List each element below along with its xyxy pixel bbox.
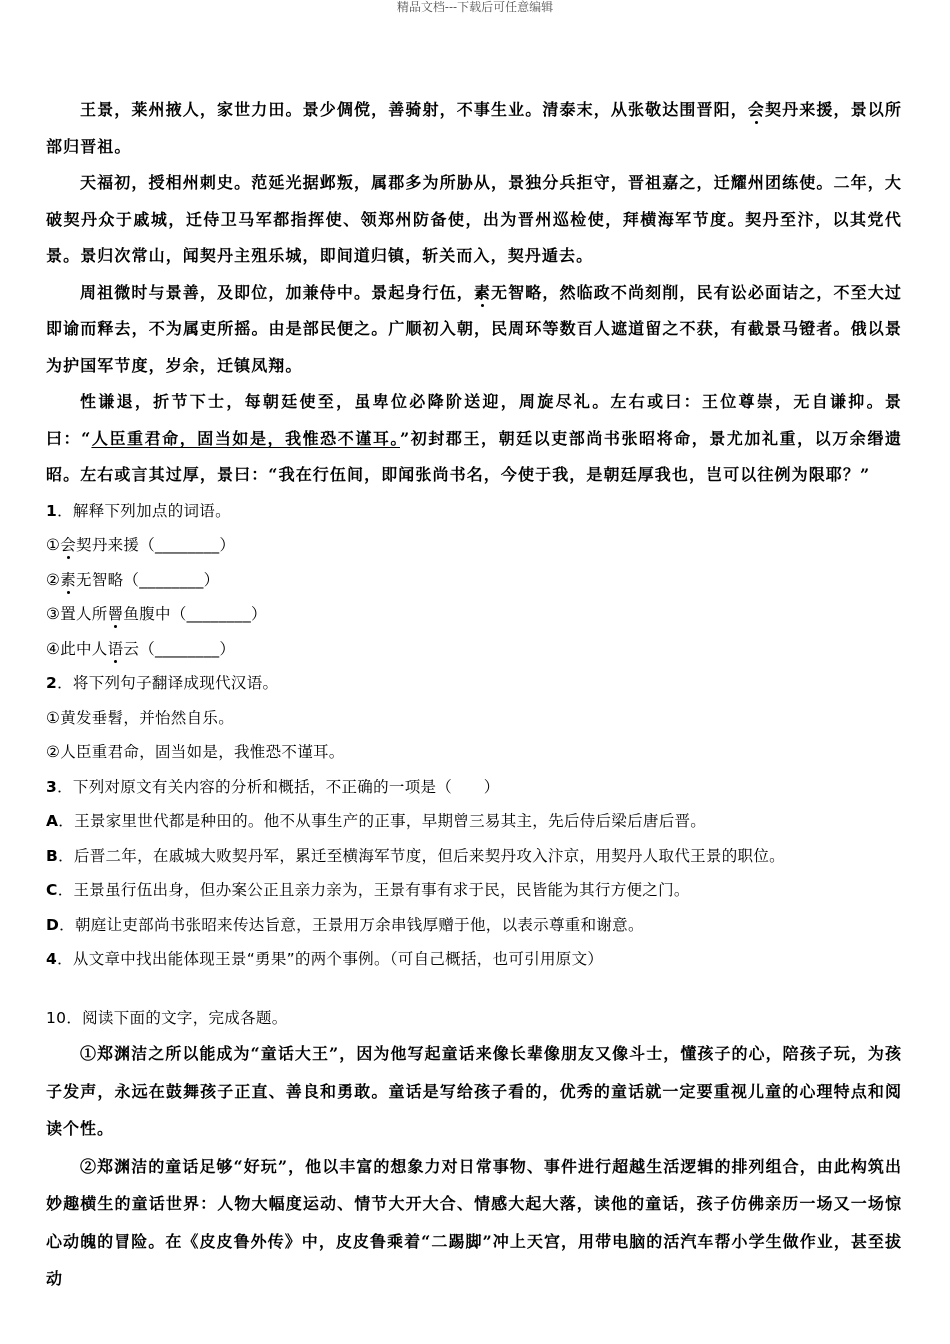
question-text: ．将下列句子翻译成现代汉语。 — [57, 674, 279, 692]
dotted-word: 会 — [60, 536, 77, 554]
dotted-word: 会 — [747, 100, 765, 119]
option-text: ．后晋二年，在戚城大败契丹军，累迁至横海军节度，但后来契丹攻入汴京，用契丹人取代王景的职位。 — [58, 846, 785, 865]
item-prefix: ② — [46, 570, 61, 589]
item-prefix: ① — [46, 536, 61, 554]
question-text: ．下列对原文有关内容的分析和概括，不正确的一项是（ ） — [57, 777, 500, 796]
text-segment: 契丹来援，景以所部归晋祖。 — [46, 100, 902, 156]
passage-paragraph-2: 天福初，授相州刺史。范延光据邺叛，属郡多为所胁从，景独分兵拒守，晋祖嘉之，迁耀州团练使。二年，大破契丹众于戚城，迁侍卫马军都指挥使、领郑州防备使，出为晋州巡检使，拜横海军节度。契丹至汴，以其党代景。景归次常山，闻契丹主殂乐城，即间道归镇，斩关而入，契丹遁去。 — [46, 173, 902, 265]
q1-item-4 — [46, 632, 902, 667]
option-text: ．王景家里世代都是种田的。他不从事生产的正事，早期曾三易其主，先后侍后梁后唐后晋。 — [58, 812, 707, 830]
question-number: 4 — [46, 950, 58, 968]
option-text: ．王景虽行伍出身，但办案公正且亲力亲为，王景有事有求于民，民皆能为其行方便之门。 — [57, 881, 690, 899]
question-4 — [46, 942, 902, 977]
question-3 — [46, 770, 902, 805]
q2-item-2: ②人臣重君命，固当如是，我惟恐不谨耳。 — [46, 743, 345, 761]
text-segment: ”初封郡王，朝廷以吏部尚书张昭将命，景尤加礼重，以万余缗遗昭。左右或言其过厚，景曰：“我在行伍间，即闻张尚书名，今使于我，是朝廷厚我也，岂可以往例为限耶？” — [46, 428, 902, 484]
passage-paragraph-1 — [46, 92, 902, 165]
option-label: D — [46, 915, 60, 934]
text-segment: 王景，莱州掖人，家世力田。景少倜傥，善骑射，不事生业。清泰末，从张敬达围晋阳， — [80, 100, 748, 119]
item-prefix: ③置人所 — [46, 605, 108, 623]
passage-paragraph-3 — [46, 275, 902, 385]
dotted-word: 素 — [60, 570, 77, 589]
option-a — [46, 804, 902, 839]
item-prefix: ④此中人 — [46, 639, 108, 658]
dotted-word: 语 — [107, 639, 124, 658]
option-text: ．朝庭让吏部尚书张昭来传达旨意，王景用万余串钱厚赠于他，以表示尊重和谢意。 — [59, 915, 644, 934]
text-segment: 性谦退，折节下士，每朝廷使至，虽卑位必降阶送迎，周旋尽礼。左右或曰：王位尊崇，无自谦抑。景曰：“ — [46, 392, 902, 448]
section-10-heading: 10．阅读下面的文字，完成各题。 — [46, 1008, 288, 1027]
option-label: C — [46, 881, 58, 899]
option-b — [46, 839, 902, 874]
q2-item-1: ①黄发垂髫，并怡然自乐。 — [46, 708, 234, 727]
item-text: 云（________） — [123, 639, 236, 658]
underlined-sentence: 人臣重君命，固当如是，我惟恐不谨耳。 — [91, 428, 400, 448]
section-10-paragraph-1: ①郑渊洁之所以能成为“童话大王”，因为他写起童话来像长辈像朋友又像斗士，懂孩子的心，陪孩子玩，为孩子发声，永远在鼓舞孩子正直、善良和勇敢。童话是写给孩子看的，优秀的童话就一定要重视儿童的心理特点和阅读个性。 — [46, 1044, 902, 1138]
item-text: 契丹来援（________） — [76, 536, 236, 554]
option-d — [46, 908, 902, 943]
item-text: 无智略（________） — [76, 570, 220, 589]
item-text: 鱼腹中（________） — [123, 605, 267, 623]
section-spacer — [46, 977, 902, 1001]
text-segment: 无智略，然临政不尚刻削，民有讼必面诘之，不至大过即谕而释去，不为属吏所摇。由是部民便之。广顺初入朝，民周环等数百人遮道留之不获，有截景马镫者。俄以景为护国军节度，岁余，迁镇凤翔。 — [46, 282, 902, 375]
page-header: 精品文档---下载后可任意编辑 — [396, 0, 554, 14]
question-number: 2 — [46, 674, 58, 692]
question-number: 1 — [46, 501, 58, 520]
dotted-word: 素 — [473, 282, 491, 302]
passage-paragraph-4 — [46, 384, 902, 494]
question-1 — [46, 494, 902, 529]
dotted-word: 罾 — [107, 605, 124, 623]
option-c — [46, 873, 902, 908]
document-body — [46, 92, 902, 1298]
q1-item-1 — [46, 528, 902, 563]
option-label: B — [46, 846, 59, 865]
q1-item-2 — [46, 563, 902, 598]
question-2 — [46, 666, 902, 701]
option-label: A — [46, 812, 59, 830]
question-text: ．从文章中找出能体现王景“勇果”的两个事例。（可自己概括，也可引用原文） — [57, 950, 604, 968]
q1-item-3 — [46, 597, 902, 632]
question-text: ．解释下列加点的词语。 — [57, 501, 231, 520]
question-number: 3 — [46, 777, 58, 796]
text-segment: 周祖微时与景善，及即位，加兼侍中。景起身行伍， — [80, 282, 474, 302]
section-10-paragraph-2: ②郑渊洁的童话足够“好玩”，他以丰富的想象力对日常事物、事件进行超越生活逻辑的排列组合，由此构筑出妙趣横生的童话世界：人物大幅度运动、情节大开大合、情感大起大落，读他的童话，孩子仿佛亲历一场又一场惊心动魄的冒险。在《皮皮鲁外传》中，皮皮鲁乘着“二踢脚”冲上天宫，用带电脑的活汽车帮小学生做作业，甚至拔动 — [46, 1156, 902, 1288]
